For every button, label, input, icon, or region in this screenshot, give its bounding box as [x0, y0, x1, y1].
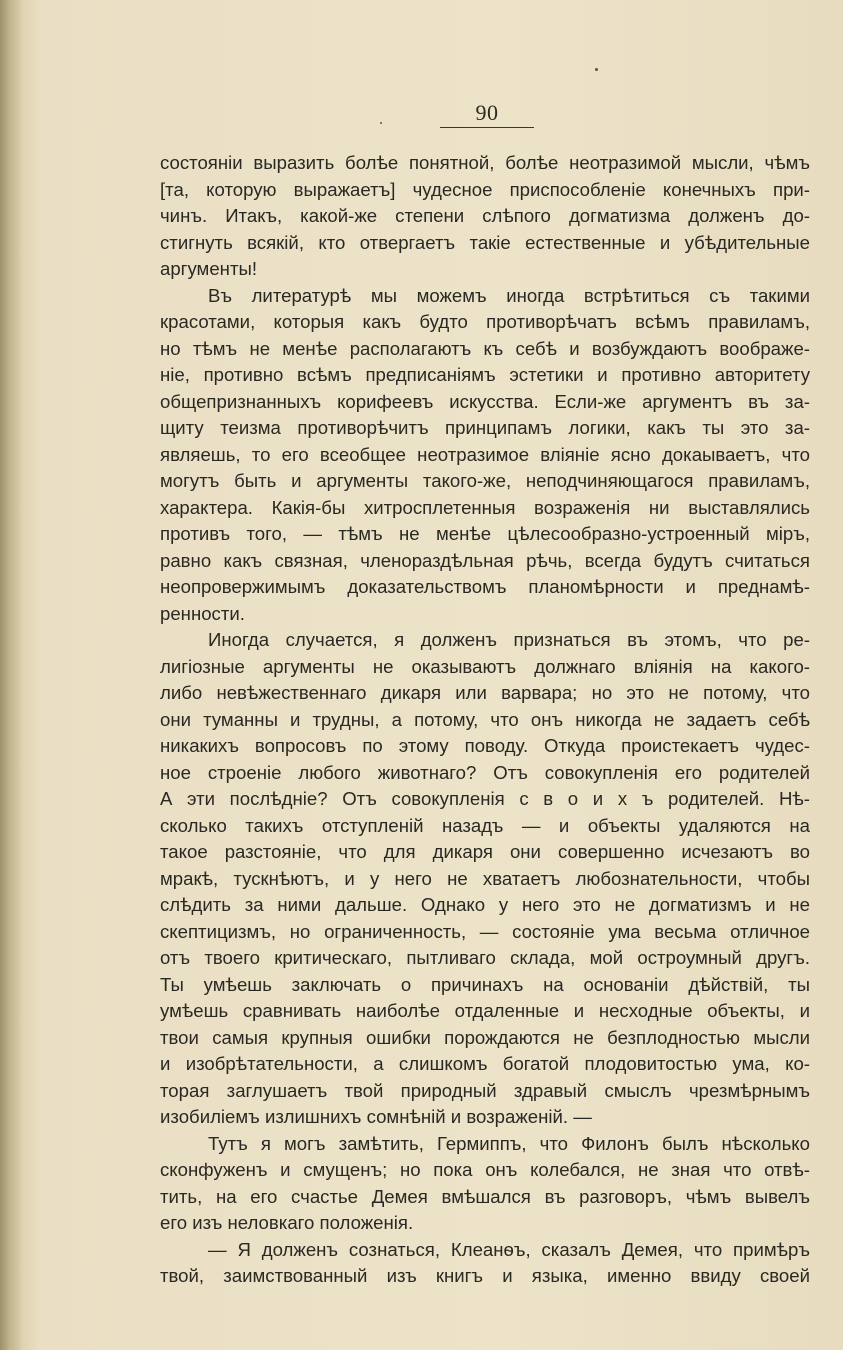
text-line: тить, на его счастье Демея вмѣшался въ разговоръ, чѣмъ вывелъ	[160, 1185, 810, 1207]
text-line: слѣдить за ними дальше. Однако у него это не догматизмъ и не	[160, 894, 810, 915]
text-line: его изъ неловкаго положенiя.	[160, 1212, 414, 1233]
page-body-text	[160, 150, 810, 1290]
text-line: характера. Какiя-бы хитросплетенныя возраженiя ни выставлялись	[160, 496, 810, 518]
page-number-rule	[440, 127, 534, 128]
text-line: умѣешь сравнивать наиболѣе отдаленные и несходные объекты, и	[160, 1000, 810, 1021]
text-line: являешь, то его всеобщее неотразимое влiянiе ясно докаываетъ, что	[160, 443, 810, 465]
ink-speck	[380, 122, 382, 124]
text-line: твой, заимствованный изъ книгъ и языка, именно ввиду своей	[160, 1265, 810, 1286]
text-line: А эти послѣднiе? Отъ совокупленiя с в о и х ъ родителей. Нѣ-	[160, 788, 810, 809]
text-line: — Я долженъ сознаться, Клеанѳъ, сказалъ Демея, что примѣръ	[208, 1238, 810, 1260]
text-line: щиту теизма противорѣчитъ принципамъ логики, какъ ты это за-	[160, 417, 810, 438]
page-binding-edge	[0, 0, 22, 1350]
text-line: состоянiи выразить болѣе понятной, болѣе неотразимой мысли, чѣмъ	[160, 152, 810, 173]
text-line: красотами, которыя какъ будто противорѣчатъ всѣмъ правиламъ,	[160, 311, 810, 332]
text-line: но тѣмъ не менѣе располагаютъ къ себѣ и возбуждаютъ воображе-	[160, 337, 810, 359]
text-line: Ты умѣешь заключать о причинахъ на основанiи дѣйствiй, ты	[160, 973, 810, 995]
text-line: торая заглушаетъ твой природный здравый смыслъ чрезмѣрнымъ	[160, 1079, 810, 1101]
text-line: и изобрѣтательности, а слишкомъ богатой плодовитостью ума, ко-	[160, 1053, 810, 1074]
text-line: либо невѣжественнаго дикаря или варвара; но это не потому, что	[160, 682, 810, 703]
text-line: ренности.	[160, 602, 245, 624]
text-line: Въ литературѣ мы можемъ иногда встрѣтиться съ такими	[208, 284, 810, 306]
text-line: противъ того, — тѣмъ не менѣе цѣлесообразно-устроенный мiръ,	[160, 523, 810, 544]
text-line: сконфуженъ и смущенъ; но пока онъ колебался, не зная что отвѣ-	[160, 1159, 810, 1180]
page-number: 90	[475, 100, 499, 125]
text-line: ное строенiе любого животнаго? Отъ совокупленiя его родителей	[160, 761, 810, 783]
text-line: сколько такихъ отступленiй назадъ — и объекты удаляются на	[160, 814, 810, 836]
text-line: стигнуть всякiй, кто отвергаетъ такiе естественные и убѣдительные	[160, 231, 810, 253]
text-line: твои самыя крупныя ошибки порождаются не безплодностью мысли	[160, 1026, 810, 1048]
text-line: Иногда случается, я долженъ признаться въ этомъ, что ре-	[208, 629, 810, 650]
text-line: такое разстоянiе, что для дикаря они совершенно исчезаютъ во	[160, 841, 810, 862]
text-line: чинъ. Итакъ, какой-же степени слѣпого догматизма долженъ до-	[160, 205, 810, 226]
text-line: [та, которую выражаетъ] чудесное приспособленiе конечныхъ при-	[160, 178, 810, 200]
text-line: они туманны и трудны, а потому, что онъ никогда не задаетъ себѣ	[160, 708, 810, 730]
text-line: неопровержимымъ доказательствомъ планомѣрности и преднамѣ-	[160, 576, 810, 597]
text-line: общепризнанныхъ корифеевъ искусства. Если-же аргументъ въ за-	[160, 390, 810, 412]
text-line: нiе, противно всѣмъ предписанiямъ эстетики и противно авторитету	[160, 364, 810, 385]
text-line: равно какъ связная, членораздѣльная рѣчь, всегда будутъ считаться	[160, 549, 810, 571]
text-line: Тутъ я могъ замѣтить, Гермиппъ, что Филонъ былъ нѣсколько	[208, 1132, 810, 1154]
text-line: изобилiемъ излишнихъ сомнѣнiй и возраженiй. —	[160, 1106, 592, 1127]
text-line: скептицизмъ, но ограниченность, — состоянiе ума весьма отличное	[160, 920, 810, 942]
text-line: лигiозные аргументы не оказываютъ должнаго влiянiя на какого-	[160, 655, 810, 677]
text-line: никакихъ вопросовъ по этому поводу. Откуда проистекаетъ чудес-	[160, 735, 810, 756]
text-line: могутъ быть и аргументы такого-же, неподчиняющагося правиламъ,	[160, 470, 810, 491]
text-line: аргументы!	[160, 258, 257, 279]
text-line: мракѣ, тускнѣютъ, и у него не хватаетъ любознательности, чтобы	[160, 867, 810, 889]
text-line: отъ твоего критическаго, пытливаго склада, мой остроумный другъ.	[160, 947, 810, 968]
ink-speck	[595, 68, 598, 71]
